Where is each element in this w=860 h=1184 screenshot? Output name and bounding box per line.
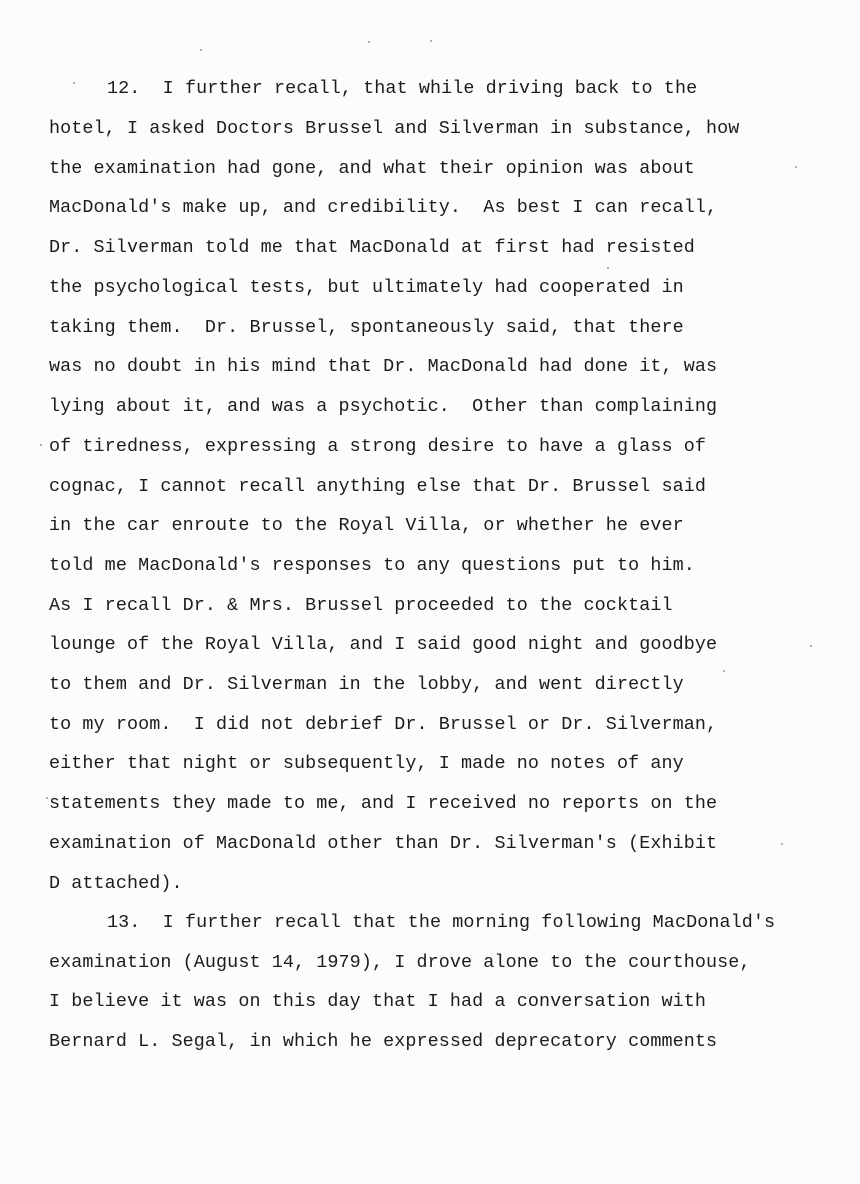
paragraph-13-line-1: 13. I further recall that the morning following MacDonald's	[107, 912, 776, 933]
paragraph-12-line-20: examination of MacDonald other than Dr. Silverman's (Exhibit	[49, 833, 718, 854]
paragraph-12-line-7: taking them. Dr. Brussel, spontaneously said, that there	[49, 317, 684, 338]
scan-speck	[607, 267, 609, 269]
paragraph-12-line-15: lounge of the Royal Villa, and I said good night and goodbye	[49, 634, 718, 655]
paragraph-12-line-19: statements they made to me, and I received no reports on the	[49, 793, 718, 814]
paragraph-12-line-8: was no doubt in his mind that Dr. MacDonald had done it, was	[49, 356, 718, 377]
paragraph-12-line-16: to them and Dr. Silverman in the lobby, and went directly	[49, 674, 684, 695]
paragraph-12-line-14: As I recall Dr. & Mrs. Brussel proceeded to the cocktail	[49, 595, 673, 616]
paragraph-12-line-13: told me MacDonald's responses to any questions put to him.	[49, 555, 695, 576]
paragraph-12-line-1: 12. I further recall, that while driving back to the	[107, 78, 698, 99]
scan-speck	[368, 41, 370, 43]
paragraph-12-line-17: to my room. I did not debrief Dr. Brussel or Dr. Silverman,	[49, 714, 718, 735]
paragraph-12-line-21: D attached).	[49, 873, 183, 894]
paragraph-13-line-4: Bernard L. Segal, in which he expressed deprecatory comments	[49, 1031, 718, 1052]
paragraph-12-line-3: the examination had gone, and what their opinion was about	[49, 158, 695, 179]
paragraph-12-line-11: cognac, I cannot recall anything else that Dr. Brussel said	[49, 476, 707, 497]
paragraph-12-line-6: the psychological tests, but ultimately had cooperated in	[49, 277, 684, 298]
paragraph-13-line-3: I believe it was on this day that I had a conversation with	[49, 991, 707, 1012]
paragraph-12-line-10: of tiredness, expressing a strong desire to have a glass of	[49, 436, 707, 457]
paragraph-12-line-18: either that night or subsequently, I made no notes of any	[49, 753, 684, 774]
scan-speck	[73, 82, 75, 84]
paragraph-12-line-12: in the car enroute to the Royal Villa, or whether he ever	[49, 515, 684, 536]
paragraph-12-line-9: lying about it, and was a psychotic. Other than complaining	[49, 396, 718, 417]
scan-speck	[40, 444, 42, 446]
paragraph-12-line-2: hotel, I asked Doctors Brussel and Silverman in substance, how	[49, 118, 740, 139]
scan-speck	[200, 49, 202, 51]
paragraph-12-line-5: Dr. Silverman told me that MacDonald at first had resisted	[49, 237, 695, 258]
scan-speck	[795, 166, 797, 168]
scan-speck	[430, 40, 432, 42]
paragraph-13-line-2: examination (August 14, 1979), I drove alone to the courthouse,	[49, 952, 751, 973]
scan-speck	[46, 797, 48, 799]
scan-speck	[810, 645, 812, 647]
scan-speck	[723, 670, 725, 672]
paragraph-12-line-4: MacDonald's make up, and credibility. As best I can recall,	[49, 197, 718, 218]
scan-speck	[781, 843, 783, 845]
